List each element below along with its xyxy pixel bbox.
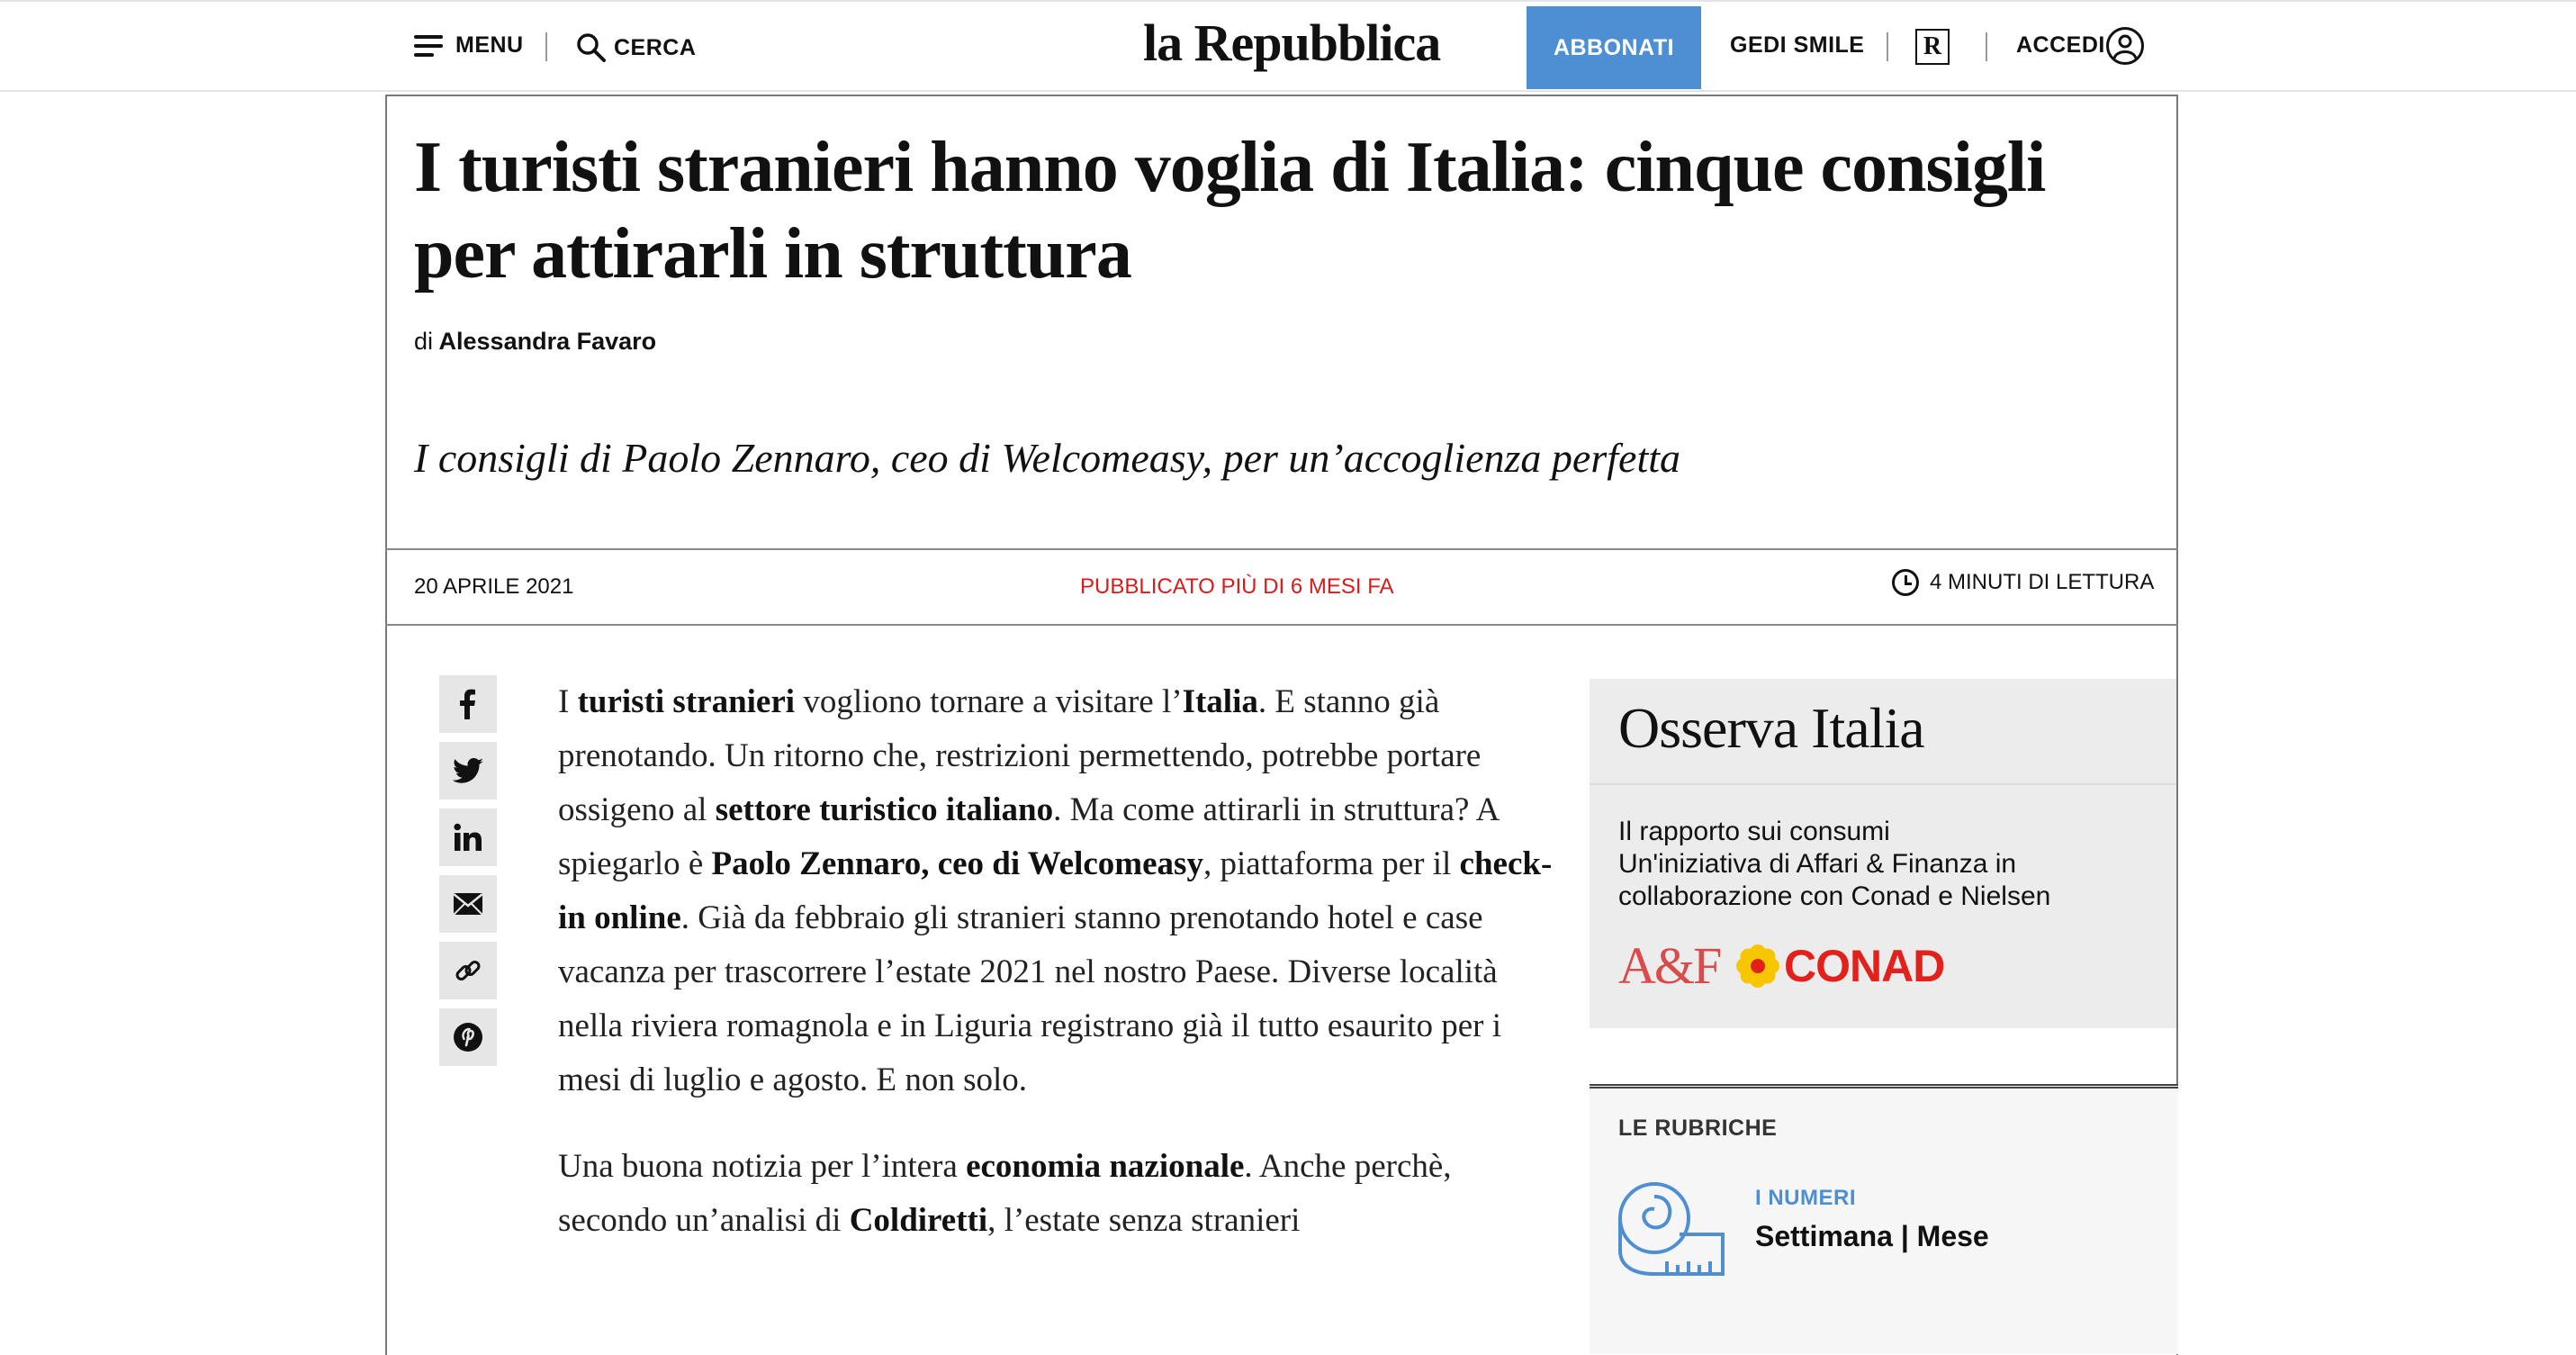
bold-text: economia nazionale — [966, 1148, 1245, 1185]
site-logo[interactable]: la Repubblica — [1143, 14, 1441, 72]
conad-flower-icon — [1735, 944, 1780, 989]
top-navigation-bar — [0, 0, 2576, 92]
rubriche-section — [1590, 1084, 2178, 1354]
divider — [1590, 783, 2176, 785]
gedi-smile-link[interactable]: GEDI SMILE — [1730, 32, 1865, 58]
link-icon — [454, 956, 482, 985]
rubrica-kicker[interactable]: I NUMERI — [1755, 1186, 1856, 1210]
text-run: , l’estate senza stranieri — [987, 1202, 1301, 1239]
article-title: I turisti stranieri hanno voglia di Italia: cinque consigli per attirarli in struttura — [414, 128, 2046, 294]
measuring-tape-icon — [1617, 1179, 1728, 1278]
hamburger-icon — [414, 35, 443, 57]
divider — [1986, 32, 1987, 61]
published-note: PUBBLICATO PIÙ DI 6 MESI FA — [1080, 574, 1394, 599]
share-twitter-button[interactable] — [439, 742, 497, 799]
bold-text: turisti stranieri — [577, 683, 796, 720]
search-icon — [576, 32, 607, 63]
byline-prefix: di — [414, 328, 434, 355]
text-run: . Già da febbraio gli stranieri stanno prenotando hotel e case vacanza per trascorrere l’estate 2021 nel nostro Paese. Diverse località nella riviera romagnola e in Liguria registrano già il tutto esaurito per i mesi di luglio e agosto. E non solo. — [558, 899, 1501, 1098]
text-run: vogliono tornare a visitare l’ — [795, 683, 1183, 720]
conad-wordmark: CONAD — [1784, 941, 1945, 991]
article-paragraph — [558, 675, 1557, 1107]
share-facebook-button[interactable] — [439, 675, 497, 733]
bold-text: check-in online — [558, 845, 1553, 936]
menu-label: MENU — [455, 32, 524, 58]
user-account-icon[interactable] — [2106, 27, 2144, 65]
bold-text: Coldiretti — [849, 1202, 988, 1239]
copy-link-button[interactable] — [439, 942, 497, 999]
affari-finanza-logo: A&F — [1618, 936, 1721, 995]
pinterest-icon — [453, 1022, 483, 1052]
article-paragraph — [558, 1140, 1557, 1248]
rubrica-link[interactable]: Settimana | Mese — [1755, 1220, 1989, 1252]
search-button[interactable] — [576, 32, 696, 63]
text-run: . Anche perchè, secondo un’analisi di — [558, 1148, 1452, 1239]
text-run: , piattaforma per il — [1202, 845, 1460, 882]
clock-icon — [1892, 569, 1919, 596]
repubblica-r-icon[interactable]: R — [1915, 29, 1950, 65]
reading-time — [1892, 569, 2154, 596]
email-icon — [453, 892, 483, 916]
subscribe-button[interactable]: ABBONATI — [1527, 6, 1701, 89]
promo-line: Il rapporto sui consumi — [1618, 817, 1890, 846]
text-run: Una buona notizia per l’intera — [558, 1148, 967, 1185]
text-run: . Ma come attirarli in struttura? A spiegarlo è — [558, 791, 1499, 882]
search-label: CERCA — [614, 34, 697, 60]
share-email-button[interactable] — [439, 875, 497, 933]
login-link[interactable]: ACCEDI — [2016, 32, 2105, 58]
text-run: I — [558, 683, 578, 720]
share-pinterest-button[interactable] — [439, 1008, 497, 1066]
rubriche-heading: LE RUBRICHE — [1618, 1116, 1778, 1141]
article-byline — [414, 328, 656, 356]
article-subtitle: I consigli di Paolo Zennaro, ceo di Welcomeasy, per un’accoglienza perfetta — [414, 435, 1680, 481]
promo-title: Osserva Italia — [1618, 696, 1924, 760]
bold-text: Paolo Zennaro, ceo di Welcomeasy — [711, 845, 1203, 882]
menu-button[interactable] — [414, 32, 524, 59]
article-body — [558, 675, 1557, 1280]
bold-text: settore turistico italiano — [715, 791, 1054, 828]
linkedin-icon — [454, 823, 482, 852]
conad-logo — [1735, 940, 1944, 992]
author-name[interactable]: Alessandra Favaro — [438, 328, 657, 355]
facebook-icon — [455, 689, 481, 719]
share-linkedin-button[interactable] — [439, 808, 497, 866]
reading-time-label: 4 MINUTI DI LETTURA — [1930, 570, 2155, 594]
promo-line: Un'iniziativa di Affari & Finanza in collaborazione con Conad e Nielsen — [1618, 849, 2051, 911]
osserva-italia-promo[interactable] — [1590, 679, 2176, 1028]
text-run: . E stanno già prenotando. Un ritorno che, restrizioni permettendo, potrebbe portare ossigeno al — [558, 683, 1482, 828]
divider — [545, 32, 547, 61]
bold-text: Italia — [1182, 683, 1258, 720]
divider — [1887, 32, 1888, 61]
twitter-icon — [453, 758, 483, 783]
promo-description — [1618, 816, 2158, 913]
publish-date: 20 APRILE 2021 — [414, 574, 574, 599]
